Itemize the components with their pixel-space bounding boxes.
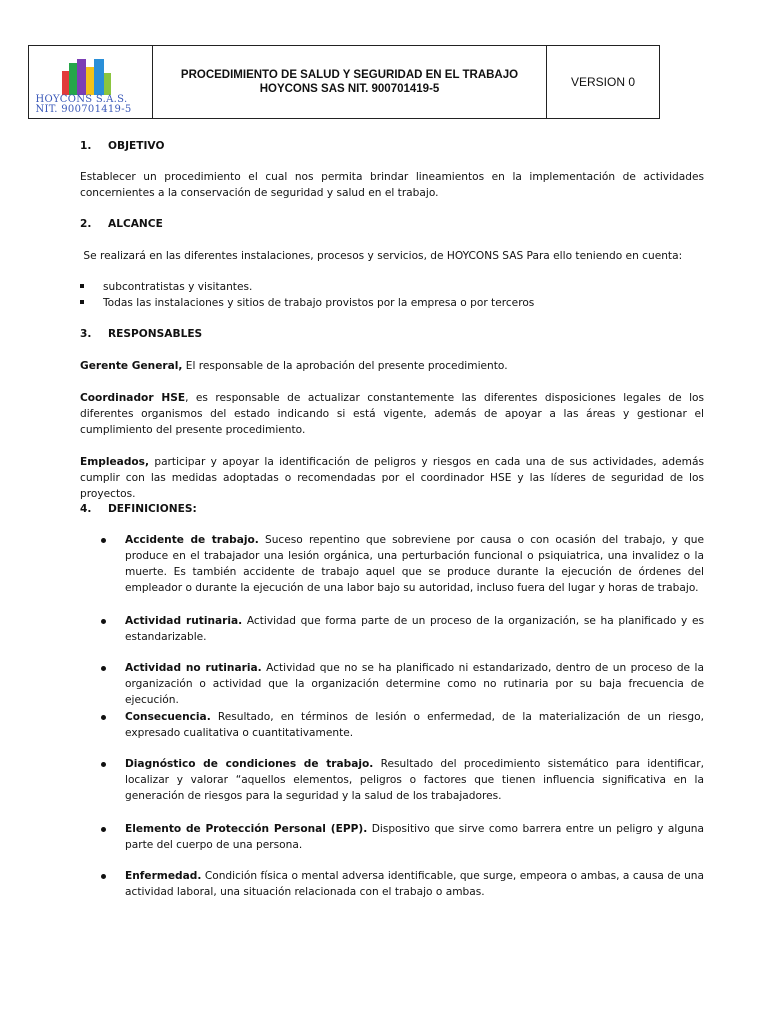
- section-responsables-heading: 3. RESPONSABLES: [80, 328, 203, 340]
- definition-item: Elemento de Protección Personal (EPP). Dispositivo que sirve como barrera entre un peligro y alguna parte del cuerpo de una persona.: [101, 821, 704, 853]
- section-alcance-heading: 2. ALCANCE: [80, 218, 163, 230]
- responsable-empleados: Empleados, participar y apoyar la identificación de peligros y riesgos en cada una de sus actividades, además cumplir con las medidas adoptadas o recomendadas por el coordinador HSE y las líderes de seguridad de los proyectos.: [80, 456, 704, 500]
- definition-item: Diagnóstico de condiciones de trabajo. Resultado del procedimiento sistemático para identificar, localizar y valorar “aquellos elementos, peligros o factores que tienen influencia significativa en la generación de riesgos para la seguridad y la salud de los trabajadores.: [101, 756, 704, 804]
- definition-item: Accidente de trabajo. Suceso repentino que sobreviene por causa o con ocasión del trabajo, y que produce en el trabajador una lesión orgánica, una perturbación funcional o psiquiatrica, una invalidez o la muerte. Es también accidente de trabajo aquel que se produce durante la ejecución de órdenes del empleador o durante la ejecución de una labor bajo su autoridad, incluso fuera del lugar y horas de trabajo.: [101, 532, 704, 596]
- responsable-gerente: Gerente General, El responsable de la aprobación del presente procedimiento.: [80, 360, 508, 372]
- definition-item: Actividad rutinaria. Actividad que forma parte de un proceso de la organización, se ha planificado y es estandarizable.: [101, 613, 704, 645]
- definition-item: Enfermedad. Condición física o mental adversa identificable, que surge, empeora o ambas, a causa de una actividad laboral, una situación relacionada con el trabajo o ambas.: [101, 868, 704, 900]
- logo-cell: [29, 46, 153, 119]
- section-alcance-text: Se realizará en las diferentes instalaciones, procesos y servicios, de HOYCONS SAS Para ello teniendo en cuenta:: [80, 250, 683, 262]
- definition-item: Actividad no rutinaria. Actividad que no se ha planificado ni estandarizado, dentro de un proceso de la organización o actividad que la organización determine como no rutinaria por su baja frecuencia de ejecución.: [101, 660, 704, 708]
- section-definiciones-heading: 4. DEFINICIONES:: [80, 503, 197, 515]
- section-objetivo-text: Establecer un procedimiento el cual nos permita brindar lineamientos en la implementación de actividades concernientes a la conservación de seguridad y salud en el trabajo.: [80, 171, 704, 199]
- responsable-coordinador: Coordinador HSE, es responsable de actualizar constantemente las diferentes disposiciones legales de los diferentes organismos del estado indicando si está vigente, además de apoyar a las áreas y gestionar el cumplimiento del presente procedimiento.: [80, 392, 705, 436]
- section-objetivo-heading: 1. OBJETIVO: [80, 140, 165, 152]
- document-title: PROCEDIMIENTO DE SALUD Y SEGURIDAD EN EL TRABAJO HOYCONS SAS NIT. 900701419-5: [153, 46, 547, 119]
- company-logo: [32, 47, 150, 117]
- document-header: [28, 45, 660, 119]
- document-version: VERSION 0: [547, 46, 660, 119]
- definition-item: Consecuencia. Resultado, en términos de lesión o enfermedad, de la materialización de un riesgo, expresado cualitativa o cuantitativamente.: [101, 709, 704, 741]
- logo-nit: NIT. 900701419-5: [35, 104, 132, 115]
- logo-company-name: HOYCONS S.A.S.: [35, 94, 128, 105]
